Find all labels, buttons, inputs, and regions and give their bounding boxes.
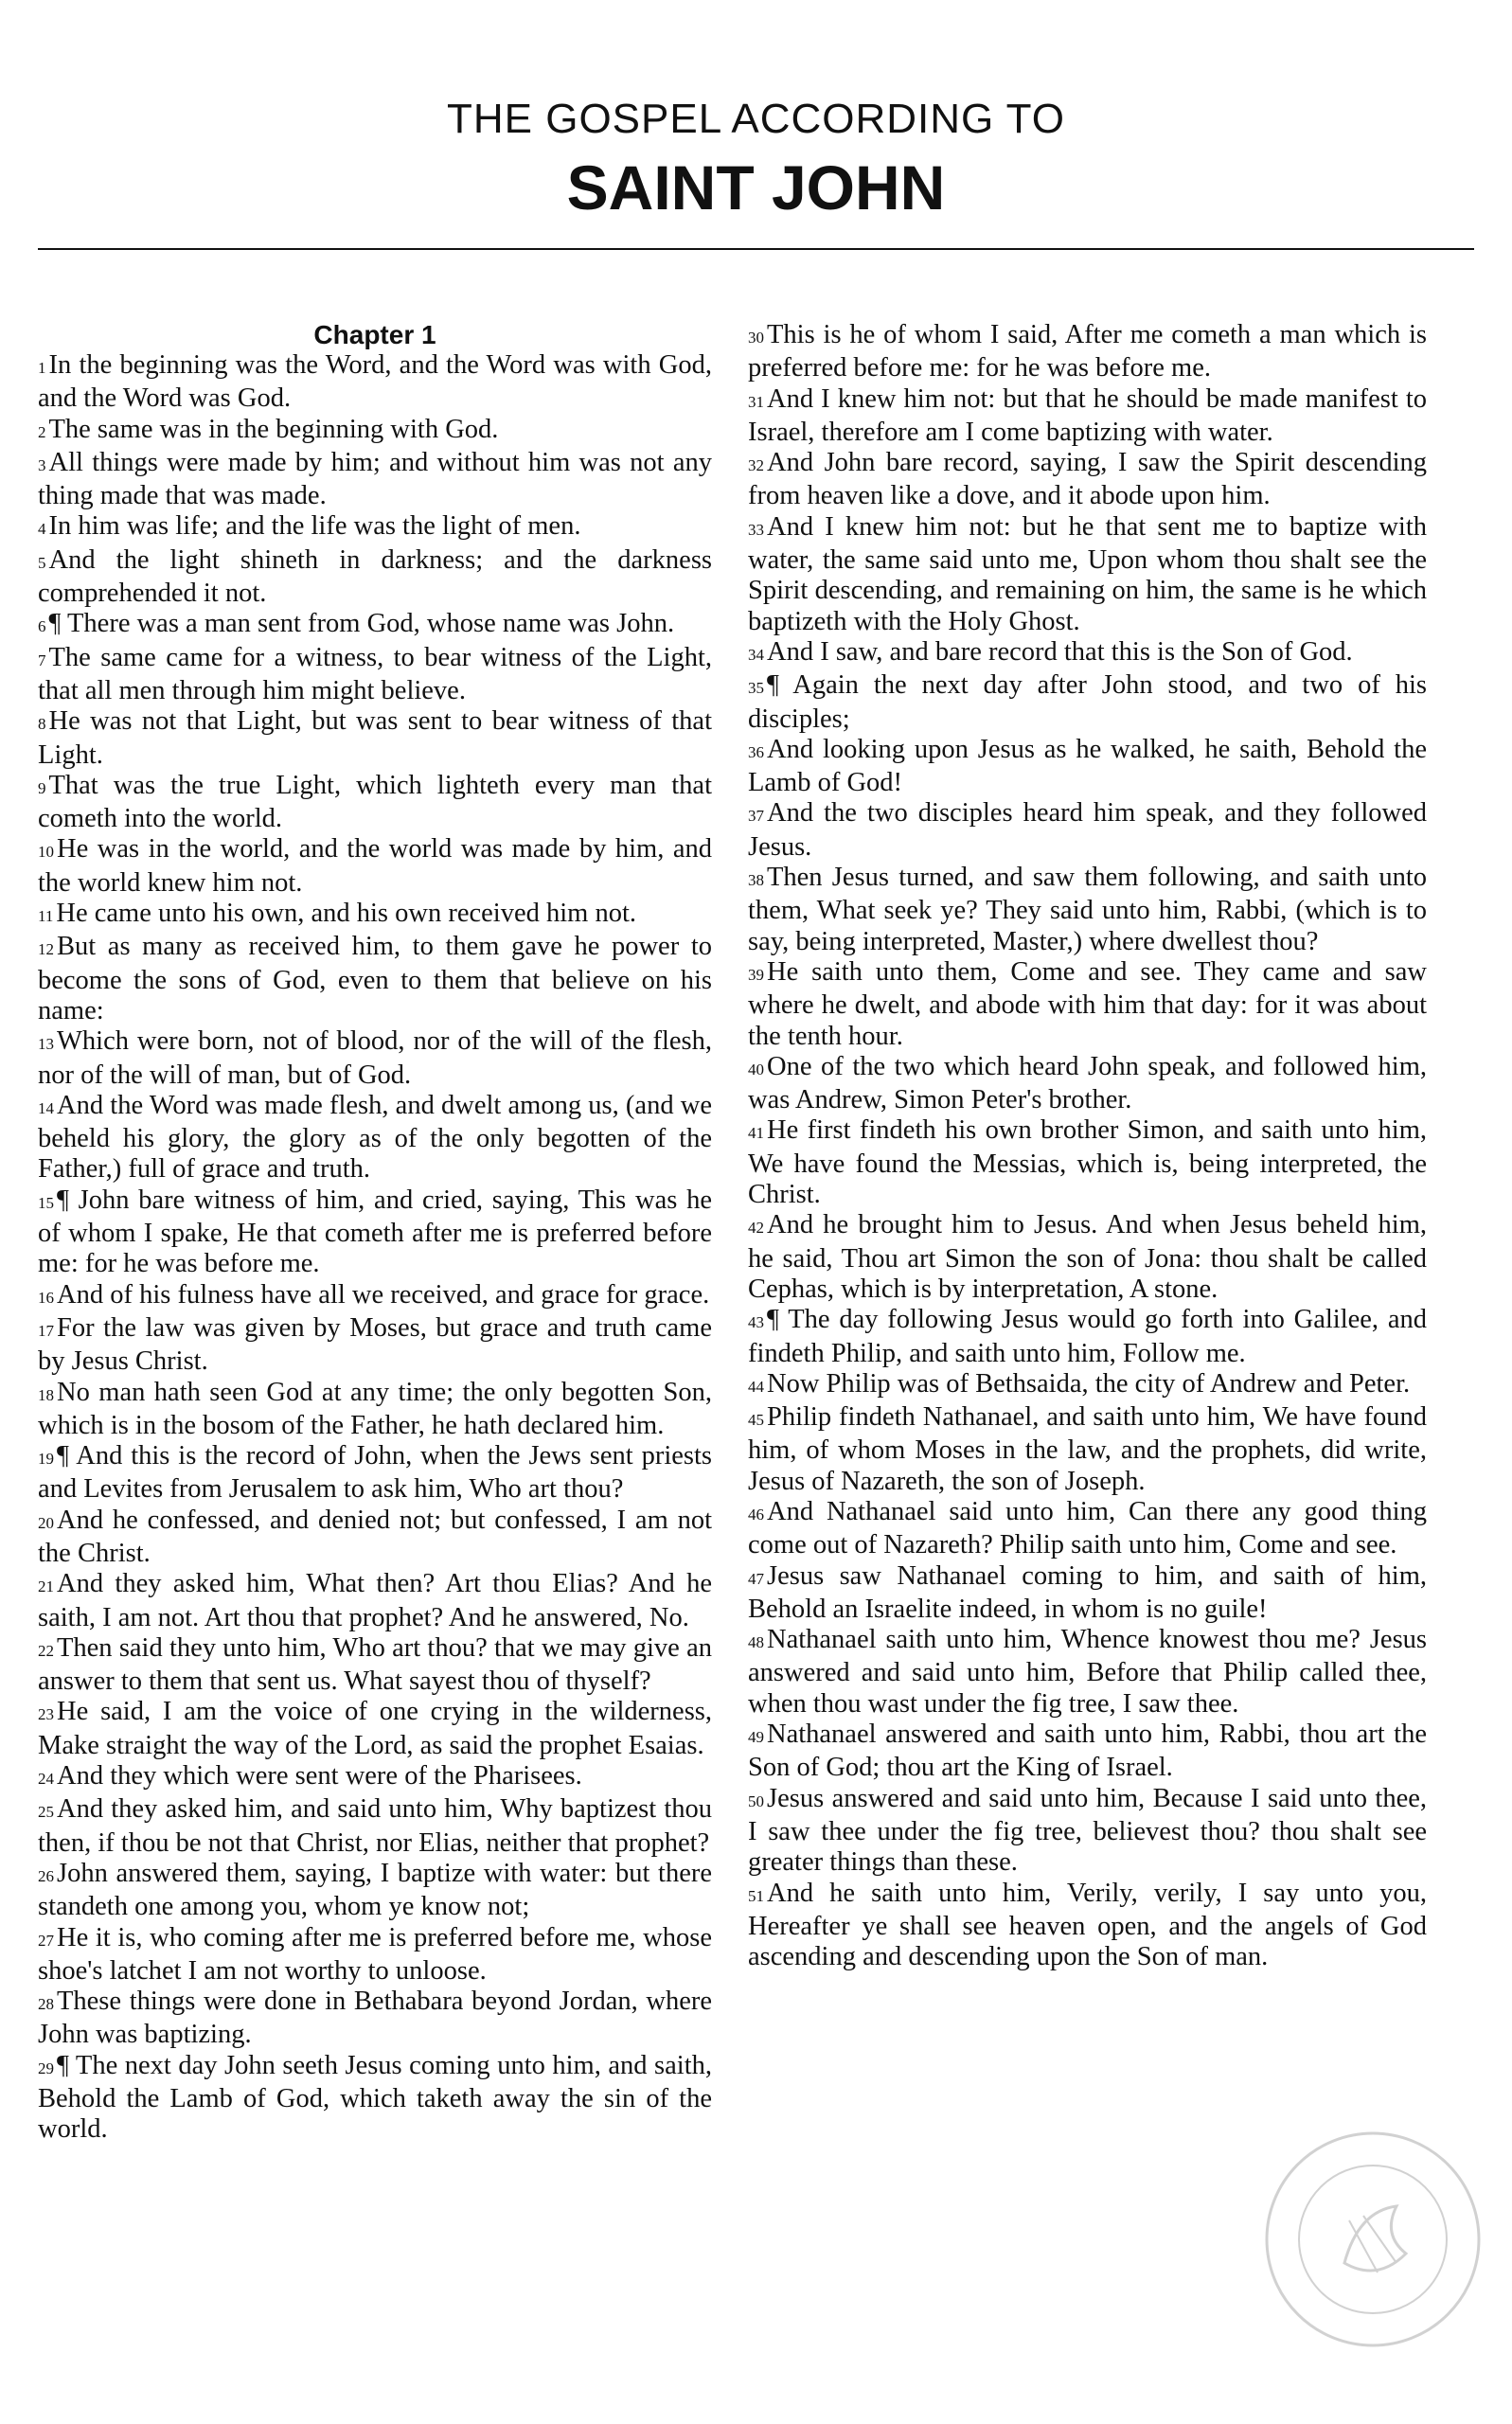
verse-number: 50 bbox=[748, 1791, 764, 1810]
verse-text: He was not that Light, but was sent to bear witness of that Light. bbox=[38, 706, 712, 770]
verse-text: ¶ Again the next day after John stood, and two of his disciples; bbox=[748, 670, 1427, 734]
verse-33 bbox=[748, 512, 1427, 637]
verse-35 bbox=[748, 670, 1427, 735]
chapter-heading: Chapter 1 bbox=[313, 320, 436, 349]
verse-20 bbox=[38, 1506, 712, 1570]
verse-number: 46 bbox=[748, 1505, 764, 1524]
verse-37 bbox=[748, 798, 1427, 863]
verse-text: And the Word was made flesh, and dwelt among us, (and we beheld his glory, the glory as of the only begotten of the Father,) full of grace and truth. bbox=[38, 1090, 712, 1185]
verse-48 bbox=[748, 1625, 1427, 1720]
verse-14 bbox=[38, 1091, 712, 1185]
verse-number: 12 bbox=[38, 940, 54, 959]
verse-text: He said, I am the voice of one crying in the wilderness, Make straight the way of the Lord, as said the prophet Esaias. bbox=[38, 1697, 712, 1760]
verse-1 bbox=[38, 350, 712, 415]
verse-text: He it is, who coming after me is preferred before me, whose shoe's latchet I am not worthy to unloose. bbox=[38, 1922, 712, 1986]
verse-number: 45 bbox=[748, 1411, 764, 1430]
verse-text: This is he of whom I said, After me cometh a man which is preferred before me: for he was before me. bbox=[748, 320, 1427, 383]
verse-6 bbox=[38, 609, 712, 642]
verse-number: 26 bbox=[38, 1866, 54, 1885]
verse-number: 37 bbox=[748, 807, 764, 826]
verse-41 bbox=[748, 1115, 1427, 1210]
verse-text: And I knew him not: but that he should be made manifest to Israel, therefore am I come baptizing with water. bbox=[748, 383, 1427, 447]
verse-text: Then said they unto him, Who art thou? that we may give an answer to them that sent us. What sayest thou of thyself? bbox=[38, 1632, 712, 1697]
book-subtitle: THE GOSPEL ACCORDING TO bbox=[447, 96, 1065, 142]
verse-number: 40 bbox=[748, 1060, 764, 1078]
verse-number: 21 bbox=[38, 1577, 54, 1596]
verse-text: Philip findeth Nathanael, and saith unto him, We have found him, of whom Moses in the law, and the prophets, did write, Jesus of Nazareth, the son of Joseph. bbox=[748, 1402, 1427, 1496]
verse-number: 16 bbox=[38, 1288, 54, 1307]
verse-number: 22 bbox=[38, 1641, 54, 1660]
verse-42 bbox=[748, 1210, 1427, 1305]
verse-34 bbox=[748, 637, 1427, 670]
verse-5 bbox=[38, 545, 712, 610]
verse-9 bbox=[38, 771, 712, 835]
verse-number: 41 bbox=[748, 1124, 764, 1143]
verse-text: That was the true Light, which lighteth every man that cometh into the world. bbox=[38, 770, 712, 834]
verse-number: 35 bbox=[748, 679, 764, 698]
verse-29 bbox=[38, 2051, 712, 2146]
verse-21 bbox=[38, 1569, 712, 1633]
verse-number: 5 bbox=[38, 553, 46, 572]
verse-26 bbox=[38, 1859, 712, 1923]
verse-38 bbox=[748, 863, 1427, 957]
verse-text: And Nathanael said unto him, Can there any good thing come out of Nazareth? Philip saith unto him, Come and see. bbox=[748, 1496, 1427, 1560]
verse-text: And they which were sent were of the Pharisees. bbox=[57, 1761, 582, 1791]
verse-number: 47 bbox=[748, 1569, 764, 1588]
verse-number: 1 bbox=[38, 359, 46, 377]
header-divider bbox=[38, 248, 1474, 250]
verse-text: And they asked him, and said unto him, Why baptizest thou then, if thou be not that Christ, nor Elias, neither that prophet? bbox=[38, 1794, 712, 1858]
verse-text: ¶ The next day John seeth Jesus coming unto him, and saith, Behold the Lamb of God, which taketh away the sin of the world. bbox=[38, 2050, 712, 2145]
verse-text: These things were done in Bethabara beyond Jordan, where John was baptizing. bbox=[38, 1987, 712, 2050]
verse-text: Then Jesus turned, and saw them following, and saith unto them, What seek ye? They said unto him, Rabbi, (which is to say, being interpreted, Master,) where dwellest thou? bbox=[748, 863, 1427, 956]
verse-25 bbox=[38, 1794, 712, 1859]
verse-4 bbox=[38, 511, 712, 544]
verse-text: And I saw, and bare record that this is the Son of God. bbox=[767, 636, 1353, 667]
verse-45 bbox=[748, 1402, 1427, 1497]
verse-51 bbox=[748, 1879, 1427, 1973]
verse-19 bbox=[38, 1441, 712, 1506]
verse-28 bbox=[38, 1987, 712, 2051]
verse-43 bbox=[748, 1305, 1427, 1369]
verse-50 bbox=[748, 1784, 1427, 1879]
book-title: SAINT JOHN bbox=[566, 152, 946, 223]
verse-text: But as many as received him, to them gave he power to become the sons of God, even to them that believe on his name: bbox=[38, 932, 712, 1025]
verse-number: 9 bbox=[38, 778, 46, 797]
verse-text: Nathanael saith unto him, Whence knowest thou me? Jesus answered and said unto him, Before that Philip called thee, when thou wast under the fig tree, I saw thee. bbox=[748, 1625, 1427, 1719]
verse-text: The same was in the beginning with God. bbox=[48, 414, 499, 444]
verse-text: And of his fulness have all we received, and grace for grace. bbox=[57, 1279, 710, 1310]
verse-18 bbox=[38, 1378, 712, 1442]
verse-number: 36 bbox=[748, 742, 764, 761]
verse-number: 29 bbox=[38, 2059, 54, 2077]
verse-number: 25 bbox=[38, 1803, 54, 1822]
verse-39 bbox=[748, 957, 1427, 1052]
verse-13 bbox=[38, 1026, 712, 1091]
verse-number: 42 bbox=[748, 1219, 764, 1238]
verse-text: Jesus saw Nathanael coming to him, and saith of him, Behold an Israelite indeed, in whom is no guile! bbox=[748, 1560, 1427, 1624]
verse-49 bbox=[748, 1720, 1427, 1784]
verse-text: And looking upon Jesus as he walked, he saith, Behold the Lamb of God! bbox=[748, 734, 1427, 798]
verse-text: Jesus answered and said unto him, Because I said unto thee, I saw thee under the fig tree, believest thou? thou shalt see greater things than these. bbox=[748, 1783, 1427, 1878]
verse-text: The same came for a witness, to bear witness of the Light, that all men through him might believe. bbox=[38, 642, 712, 705]
verse-number: 48 bbox=[748, 1633, 764, 1652]
verse-text: Now Philip was of Bethsaida, the city of Andrew and Peter. bbox=[767, 1368, 1411, 1399]
verse-7 bbox=[38, 643, 712, 707]
verse-text: Which were born, not of blood, nor of the will of the flesh, nor of the will of man, but of God. bbox=[38, 1026, 712, 1090]
verse-text: ¶ And this is the record of John, when the Jews sent priests and Levites from Jerusalem to ask him, Who art thou? bbox=[38, 1441, 712, 1505]
verse-text: He was in the world, and the world was made by him, and the world knew him not. bbox=[38, 834, 712, 898]
verse-number: 30 bbox=[748, 329, 764, 347]
verse-number: 39 bbox=[748, 965, 764, 984]
verse-number: 49 bbox=[748, 1728, 764, 1747]
right-column bbox=[748, 320, 1427, 1972]
verse-17 bbox=[38, 1313, 712, 1378]
verse-text: In the beginning was the Word, and the Word was with God, and the Word was God. bbox=[38, 350, 712, 414]
verse-36 bbox=[748, 735, 1427, 799]
verse-32 bbox=[748, 448, 1427, 512]
verse-31 bbox=[748, 384, 1427, 449]
left-column bbox=[38, 320, 712, 2146]
verse-text: John answered them, saying, I baptize with water: but there standeth one among you, whom ye know not; bbox=[38, 1858, 712, 1922]
verse-text: All things were made by him; and without him was not any thing made that was made. bbox=[38, 447, 712, 511]
verse-number: 4 bbox=[38, 520, 46, 539]
verse-27 bbox=[38, 1923, 712, 1987]
verse-text: ¶ There was a man sent from God, whose name was John. bbox=[48, 609, 675, 639]
verse-30 bbox=[748, 320, 1427, 384]
verse-text: And he confessed, and denied not; but confessed, I am not the Christ. bbox=[38, 1505, 712, 1568]
verse-number: 33 bbox=[748, 520, 764, 539]
verse-40 bbox=[748, 1052, 1427, 1116]
verse-number: 3 bbox=[38, 455, 46, 474]
verse-number: 6 bbox=[38, 617, 46, 636]
verse-text: In him was life; and the life was the light of men. bbox=[48, 511, 581, 542]
verse-number: 18 bbox=[38, 1385, 54, 1404]
verse-text: And the light shineth in darkness; and the darkness comprehended it not. bbox=[38, 544, 712, 609]
verse-number: 44 bbox=[748, 1377, 764, 1396]
verse-number: 14 bbox=[38, 1098, 54, 1117]
verse-number: 31 bbox=[748, 392, 764, 411]
verse-46 bbox=[748, 1497, 1427, 1561]
verse-number: 20 bbox=[38, 1513, 54, 1532]
verse-text: And he brought him to Jesus. And when Jesus beheld him, he said, Thou art Simon the son of Jona: thou shalt be called Cephas, which is by interpretation, A stone. bbox=[748, 1210, 1427, 1304]
verse-44 bbox=[748, 1369, 1427, 1402]
verse-number: 15 bbox=[38, 1193, 54, 1212]
verse-number: 34 bbox=[748, 645, 764, 664]
verse-text: And they asked him, What then? Art thou Elias? And he saith, I am not. Art thou that prophet? And he answered, No. bbox=[38, 1569, 712, 1632]
verse-15 bbox=[38, 1185, 712, 1280]
verse-12 bbox=[38, 932, 712, 1026]
verse-number: 23 bbox=[38, 1705, 54, 1724]
verse-text: And I knew him not: but he that sent me to baptize with water, the same said unto me, Upon whom thou shalt see the Spirit descending, and remaining on him, the same is he which baptizeth with the Holy Ghost. bbox=[748, 511, 1427, 636]
verse-number: 2 bbox=[38, 422, 46, 441]
verse-24 bbox=[38, 1761, 712, 1794]
verse-number: 43 bbox=[748, 1313, 764, 1332]
verse-number: 32 bbox=[748, 456, 764, 475]
verse-number: 17 bbox=[38, 1321, 54, 1340]
verse-number: 51 bbox=[748, 1886, 764, 1905]
verse-text: Nathanael answered and saith unto him, Rabbi, thou art the Son of God; thou art the King of Israel. bbox=[748, 1720, 1427, 1783]
verse-text: ¶ The day following Jesus would go forth into Galilee, and findeth Philip, and saith unto him, Follow me. bbox=[748, 1305, 1427, 1368]
verse-text: And the two disciples heard him speak, and they followed Jesus. bbox=[748, 798, 1427, 862]
verse-number: 24 bbox=[38, 1770, 54, 1789]
verse-2 bbox=[38, 415, 712, 448]
verse-text: No man hath seen God at any time; the only begotten Son, which is in the bosom of the Father, he hath declared him. bbox=[38, 1377, 712, 1440]
verse-text: And he saith unto him, Verily, verily, I say unto you, Hereafter ye shall see heaven open, and the angels of God ascending and descending upon the Son of man. bbox=[748, 1878, 1427, 1972]
verse-3 bbox=[38, 448, 712, 512]
verse-47 bbox=[748, 1561, 1427, 1626]
verse-text: One of the two which heard John speak, and followed him, was Andrew, Simon Peter's brother. bbox=[748, 1051, 1427, 1115]
verse-text: He came unto his own, and his own received him not. bbox=[56, 899, 636, 929]
verse-number: 10 bbox=[38, 843, 54, 862]
page-header bbox=[38, 95, 1474, 225]
verse-23 bbox=[38, 1697, 712, 1761]
verse-number: 27 bbox=[38, 1931, 54, 1950]
verse-text: He first findeth his own brother Simon, and saith unto him, We have found the Messias, which is, being interpreted, the Christ. bbox=[748, 1115, 1427, 1210]
verse-number: 11 bbox=[38, 907, 54, 926]
watermark-stamp-icon bbox=[1254, 2121, 1491, 2358]
verse-number: 28 bbox=[38, 1995, 54, 2014]
verse-number: 7 bbox=[38, 651, 46, 669]
verse-10 bbox=[38, 834, 712, 899]
verse-number: 13 bbox=[38, 1035, 54, 1054]
verse-text: He saith unto them, Come and see. They came and saw where he dwelt, and abode with him that day: for it was about the tenth hour. bbox=[748, 956, 1427, 1051]
verse-text: And John bare record, saying, I saw the Spirit descending from heaven like a dove, and it abode upon him. bbox=[748, 448, 1427, 511]
verse-11 bbox=[38, 899, 712, 932]
verse-8 bbox=[38, 706, 712, 771]
verse-number: 19 bbox=[38, 1450, 54, 1469]
verse-number: 8 bbox=[38, 715, 46, 734]
verse-text: For the law was given by Moses, but grace and truth came by Jesus Christ. bbox=[38, 1312, 712, 1377]
verse-22 bbox=[38, 1633, 712, 1698]
verse-16 bbox=[38, 1280, 712, 1313]
verse-text: ¶ John bare witness of him, and cried, saying, This was he of whom I spake, He that cometh after me is preferred before me: for he was before me. bbox=[38, 1185, 712, 1279]
verse-number: 38 bbox=[748, 871, 764, 890]
